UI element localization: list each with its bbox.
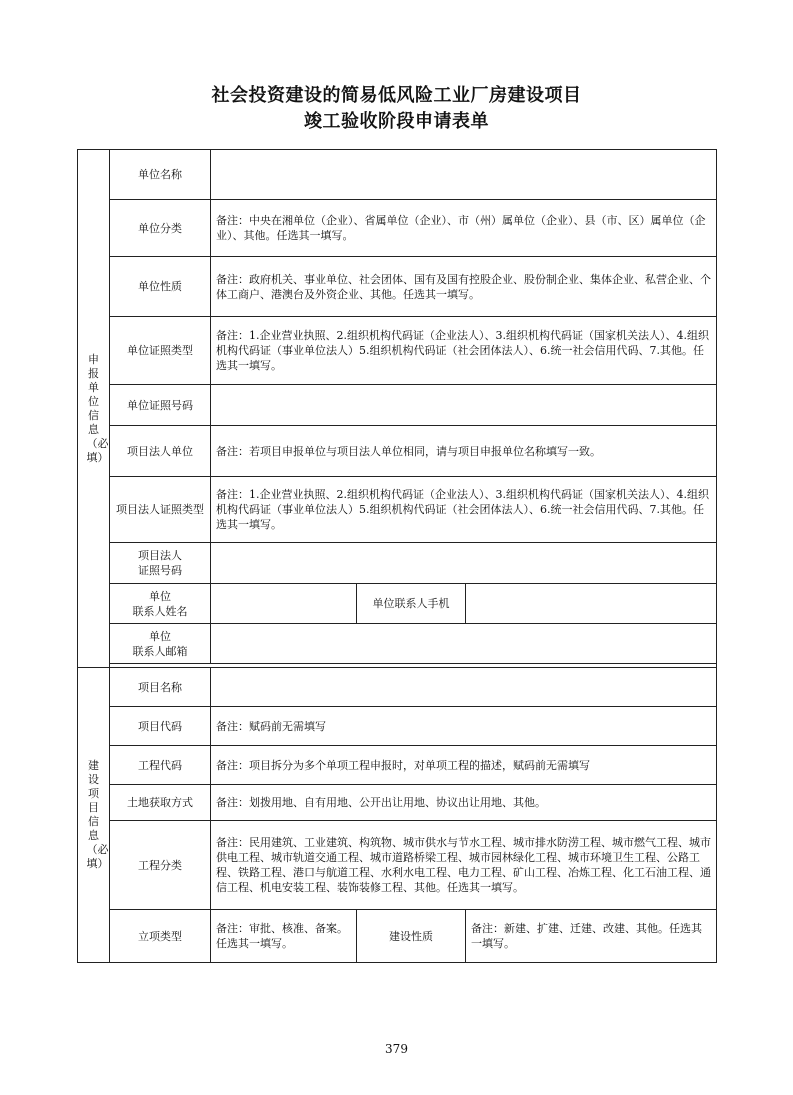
unit-nature-field[interactable]: 备注：政府机关、事业单位、社会团体、国有及国有控股企业、股份制企业、集体企业、私营企业、个体工商户、港澳台及外资企业、其他。任选其一填写。 [211, 257, 717, 317]
contact-email-label [110, 624, 211, 664]
land-method-label: 土地获取方式 [110, 785, 211, 821]
row-cert-type [78, 317, 717, 385]
legal-cert-no-label-a: 项目法人 [138, 549, 182, 562]
unit-nature-label: 单位性质 [110, 257, 211, 317]
cert-type-label: 单位证照类型 [110, 317, 211, 385]
construction-nature-label: 建设性质 [357, 910, 466, 963]
engineering-category-label: 工程分类 [110, 821, 211, 910]
form-title-line2: 竣工验收阶段申请表单 [304, 111, 489, 132]
cert-type-field[interactable]: 备注：1.企业营业执照、2.组织机构代码证（企业法人）、3.组织机构代码证（国家机关法人）、4.组织机构代码证（事业单位法人）5.组织机构代码证（社会团体法人）、6.统一社会信用代码、7.其他。任选其一填写。 [211, 317, 717, 385]
contact-name-label [110, 584, 211, 624]
application-form-table [77, 149, 717, 963]
engineering-code-field[interactable]: 备注：项目拆分为多个单项工程申报时，对单项工程的描述，赋码前无需填写 [211, 746, 717, 785]
land-method-field[interactable]: 备注：划拨用地、自有用地、公开出让用地、协议出让用地、其他。 [211, 785, 717, 821]
legal-cert-no-label-b: 证照号码 [138, 564, 182, 577]
row-legal-cert-no [78, 543, 717, 584]
row-legal-unit [78, 426, 717, 477]
row-land-method [78, 785, 717, 821]
row-unit-name [78, 150, 717, 200]
contact-name-field[interactable] [211, 584, 357, 624]
section-applicant-label: 申报单位信息（必填） [86, 352, 109, 464]
contact-name-label-a: 单位 [149, 589, 171, 603]
project-code-label: 项目代码 [110, 707, 211, 746]
row-project-name [78, 668, 717, 707]
form-title-line1: 社会投资建设的简易低风险工业厂房建设项目 [211, 85, 582, 106]
approval-type-label: 立项类型 [110, 910, 211, 963]
row-contact-email [78, 624, 717, 664]
row-unit-nature [78, 257, 717, 317]
row-approval-type [78, 910, 717, 963]
contact-name-label-b: 联系人姓名 [132, 604, 188, 618]
legal-cert-no-field[interactable] [211, 543, 717, 584]
contact-phone-label: 单位联系人手机 [357, 584, 466, 624]
row-cert-no [78, 385, 717, 426]
unit-category-label: 单位分类 [110, 200, 211, 257]
section-project-info [78, 668, 110, 963]
project-name-field[interactable] [211, 668, 717, 707]
engineering-category-field[interactable]: 备注：民用建筑、工业建筑、构筑物、城市供水与节水工程、城市排水防涝工程、城市燃气工程、城市供电工程、城市轨道交通工程、城市道路桥梁工程、城市园林绿化工程、城市环境卫生工程、公路工程、铁路工程、港口与航道工程、水利水电工程、电力工程、矿山工程、冶炼工程、化工石油工程、通信工程、机电安装工程、装饰装修工程、其他。任选其一填写。 [211, 821, 717, 910]
page-number: 379 [385, 1042, 408, 1056]
row-engineering-category [78, 821, 717, 910]
legal-unit-label: 项目法人单位 [110, 426, 211, 477]
row-engineering-code [78, 746, 717, 785]
unit-category-field[interactable]: 备注：中央在湘单位（企业）、省属单位（企业）、市（州）属单位（企业）、县（市、区）属单位（企业）、其他。任选其一填写。 [211, 200, 717, 257]
contact-email-label-a: 单位 [149, 629, 171, 643]
cert-no-field[interactable] [211, 385, 717, 426]
legal-unit-field[interactable]: 备注：若项目申报单位与项目法人单位相同，请与项目申报单位名称填写一致。 [211, 426, 717, 477]
section-project-label: 建设项目信息（必填） [86, 759, 109, 870]
row-unit-category [78, 200, 717, 257]
engineering-code-label: 工程代码 [110, 746, 211, 785]
contact-phone-field[interactable] [466, 584, 717, 624]
row-project-code [78, 707, 717, 746]
project-name-label: 项目名称 [110, 668, 211, 707]
legal-cert-no-label [110, 543, 211, 584]
unit-name-field[interactable] [211, 150, 717, 200]
contact-email-label-b: 联系人邮箱 [132, 644, 188, 658]
project-code-field[interactable]: 备注：赋码前无需填写 [211, 707, 717, 746]
construction-nature-field[interactable]: 备注：新建、扩建、迁建、改建、其他。任选其一填写。 [466, 910, 717, 963]
legal-cert-type-label: 项目法人证照类型 [110, 477, 211, 543]
legal-cert-type-field[interactable]: 备注：1.企业营业执照、2.组织机构代码证（企业法人）、3.组织机构代码证（国家机关法人）、4.组织机构代码证（事业单位法人）5.组织机构代码证（社会团体法人）、6.统一社会信用代码、7.其他。任选其一填写。 [211, 477, 717, 543]
section-applicant-info [78, 150, 110, 668]
contact-email-field[interactable] [211, 624, 717, 664]
row-legal-cert-type [78, 477, 717, 543]
approval-type-field[interactable]: 备注：审批、核准、备案。任选其一填写。 [211, 910, 357, 963]
row-contact-name [78, 584, 717, 624]
unit-name-label: 单位名称 [110, 150, 211, 200]
cert-no-label: 单位证照号码 [110, 385, 211, 426]
